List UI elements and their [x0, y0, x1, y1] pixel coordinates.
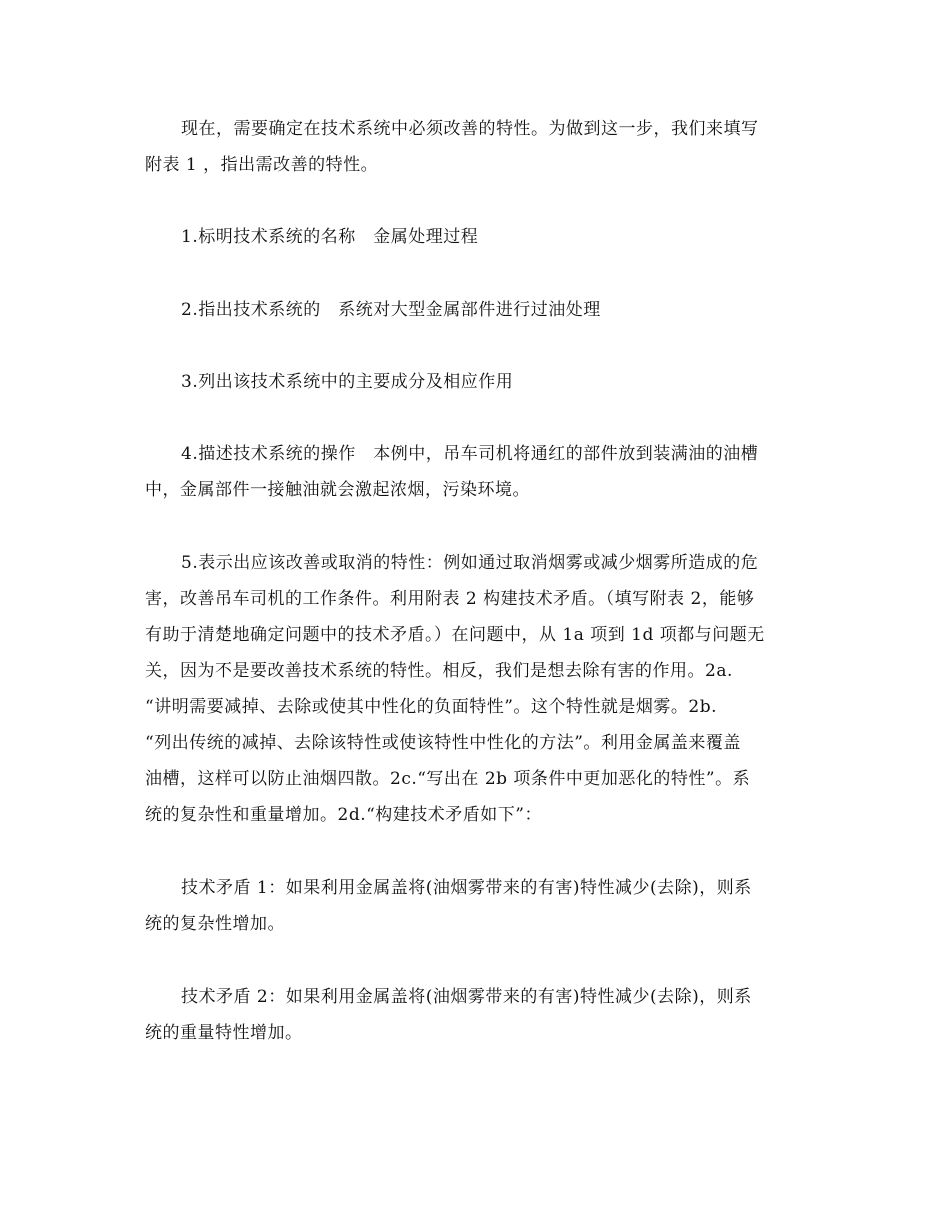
text-line: 附表 1 ，指出需改善的特性。	[145, 155, 379, 175]
paragraph-contradiction-1	[145, 870, 805, 942]
text-line: 技术矛盾 1：如果利用金属盖将(油烟雾带来的有害)特性减少(去除)，则系	[181, 878, 752, 898]
text-line: 1.标明技术系统的名称 金属处理过程	[181, 227, 479, 247]
paragraph-step-5	[145, 545, 805, 833]
text-line: 技术矛盾 2：如果利用金属盖将(油烟雾带来的有害)特性减少(去除)，则系	[181, 987, 752, 1007]
text-line: 有助于清楚地确定问题中的技术矛盾。）在问题中，从 1a 项到 1d 项都与问题无	[145, 625, 765, 645]
paragraph-intro	[145, 111, 805, 183]
paragraph-step-4	[145, 436, 805, 508]
text-line: “讲明需要减掉、去除或使其中性化的负面特性”。这个特性就是烟雾。2b.	[145, 697, 717, 717]
text-line: 关，因为不是要改善技术系统的特性。相反，我们是想去除有害的作用。2a.	[145, 661, 733, 681]
text-line: 3.列出该技术系统中的主要成分及相应作用	[181, 372, 514, 392]
text-line: 2.指出技术系统的 系统对大型金属部件进行过油处理	[181, 300, 601, 320]
text-line: 中，金属部件一接触油就会激起浓烟，污染环境。	[145, 480, 530, 500]
text-line: 油槽，这样可以防止油烟四散。2c.“写出在 2b 项条件中更加恶化的特性”。系	[145, 769, 751, 789]
paragraph-contradiction-2	[145, 979, 805, 1051]
text-line: 统的重量特性增加。	[145, 1023, 303, 1043]
text-line: 统的复杂性增加。	[145, 914, 285, 934]
text-line: 现在，需要确定在技术系统中必须改善的特性。为做到这一步，我们来填写	[181, 119, 759, 139]
text-line: “列出传统的减掉、去除该特性或使该特性中性化的方法”。利用金属盖来覆盖	[145, 733, 741, 753]
paragraph-step-1	[145, 219, 805, 255]
text-line: 4.描述技术系统的操作 本例中，吊车司机将通红的部件放到装满油的油槽	[181, 444, 759, 464]
text-line: 害，改善吊车司机的工作条件。利用附表 2 构建技术矛盾。（填写附表 2，能够	[145, 589, 755, 609]
paragraph-step-2	[145, 292, 805, 328]
paragraph-step-3	[145, 364, 805, 400]
text-line: 统的复杂性和重量增加。2d.“构建技术矛盾如下”：	[145, 805, 542, 825]
text-line: 5.表示出应该改善或取消的特性：例如通过取消烟雾或减少烟雾所造成的危	[181, 553, 759, 573]
